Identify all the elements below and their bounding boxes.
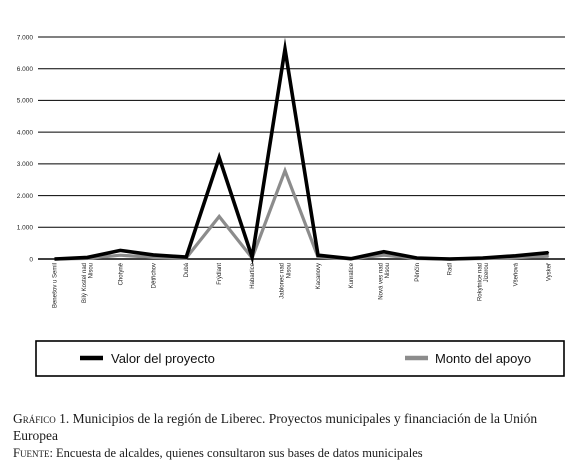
x-tick-label-line: Bílý Kostel nad [82,263,89,304]
x-tick-label-line: Jablonec nad [279,263,286,299]
y-tick-label: 7.000 [16,34,33,42]
data-point-valor [383,251,384,252]
x-tick-label-line: Chotyně [118,263,125,286]
x-tick-label [118,262,124,285]
x-tick-label [82,263,95,303]
x-tick-label-line: Vyskeř [546,263,553,282]
y-tick-label: 5.000 [16,97,33,105]
y-tick-label: 3.000 [16,161,33,169]
x-tick-label-line: Všeňová [513,263,520,287]
x-tick-label [349,262,355,288]
x-tick-label [52,263,58,308]
x-tick-label-line: Nisou [286,263,293,279]
x-tick-label-line: Jizerou [483,263,490,283]
series-line-monto [55,171,549,259]
y-tick-label: 4.000 [16,129,33,137]
data-point-valor [219,157,220,158]
data-point-valor [251,256,252,257]
caption-label: Gráfico 1. [13,411,70,426]
x-tick-label [250,262,256,288]
y-tick-label: 1.000 [16,224,33,232]
data-point-valor [120,250,121,251]
x-tick-label-line: Nová ves nad [378,263,385,300]
x-tick-label-line: Radl [447,263,454,276]
data-point-valor [317,255,318,256]
data-point-valor [416,257,417,258]
x-tick-label [514,262,520,286]
x-tick-label-line: Nisou [385,263,392,279]
data-point-monto [120,255,121,256]
x-tick-label-line: Habartice [250,263,257,289]
data-point-monto [219,216,220,217]
data-point-valor [186,256,187,257]
x-axis-ticks [52,262,552,308]
y-tick-label: 2.000 [16,192,33,200]
data-point-monto [548,256,549,257]
y-axis-ticks [17,34,34,263]
legend [36,341,564,376]
x-tick-label [379,263,392,300]
data-point-monto [153,257,154,258]
data-point-valor [54,258,55,259]
data-point-valor [515,255,516,256]
x-tick-label-line: Nisou [88,263,95,279]
source-text: Encuesta de alcaldes, quienes consultaron sus bases de datos municipales [52,446,423,460]
data-point-monto [284,170,285,171]
data-point-valor [548,252,549,253]
data-point-valor [153,254,154,255]
legend-label-valor: Valor del proyecto [111,351,215,366]
x-tick-label-line: Kunratice [348,263,355,289]
x-tick-label [316,263,322,289]
x-tick-label [151,263,157,288]
x-tick-label-line: Kacanovy [315,263,322,290]
data-point-valor [350,258,351,259]
x-tick-label-line: Dětřichov [151,263,158,289]
x-tick-label-line: Benešov u Semil [52,263,59,309]
data-point-valor [284,48,285,49]
y-tick-label: 0 [29,256,33,264]
x-tick-label [217,263,223,285]
series-lines [54,48,549,259]
x-tick-label-line: Rokytnice nad [477,263,484,302]
figure-caption [13,410,568,444]
data-point-valor [87,257,88,258]
figure-source [13,446,568,461]
x-tick-label [448,263,454,275]
data-point-monto [383,255,384,256]
x-tick-label [184,262,190,277]
data-point-valor [449,258,450,259]
x-tick-label-line: Frýdlant [217,263,224,285]
data-point-valor [482,257,483,258]
x-tick-label [415,263,421,282]
caption-text: Municipios de la región de Liberec. Proyectos municipales y financiación de la Unión Europea [13,411,538,443]
legend-label-monto: Monto del apoyo [435,351,532,366]
x-tick-label [477,263,490,301]
x-tick-label [280,263,293,299]
x-tick-label [547,262,553,281]
x-tick-label-line: Pěnčín [414,263,421,282]
x-tick-label-line: Dubá [184,263,191,278]
source-label: Fuente: [13,446,53,460]
y-tick-label: 6.000 [16,66,33,74]
